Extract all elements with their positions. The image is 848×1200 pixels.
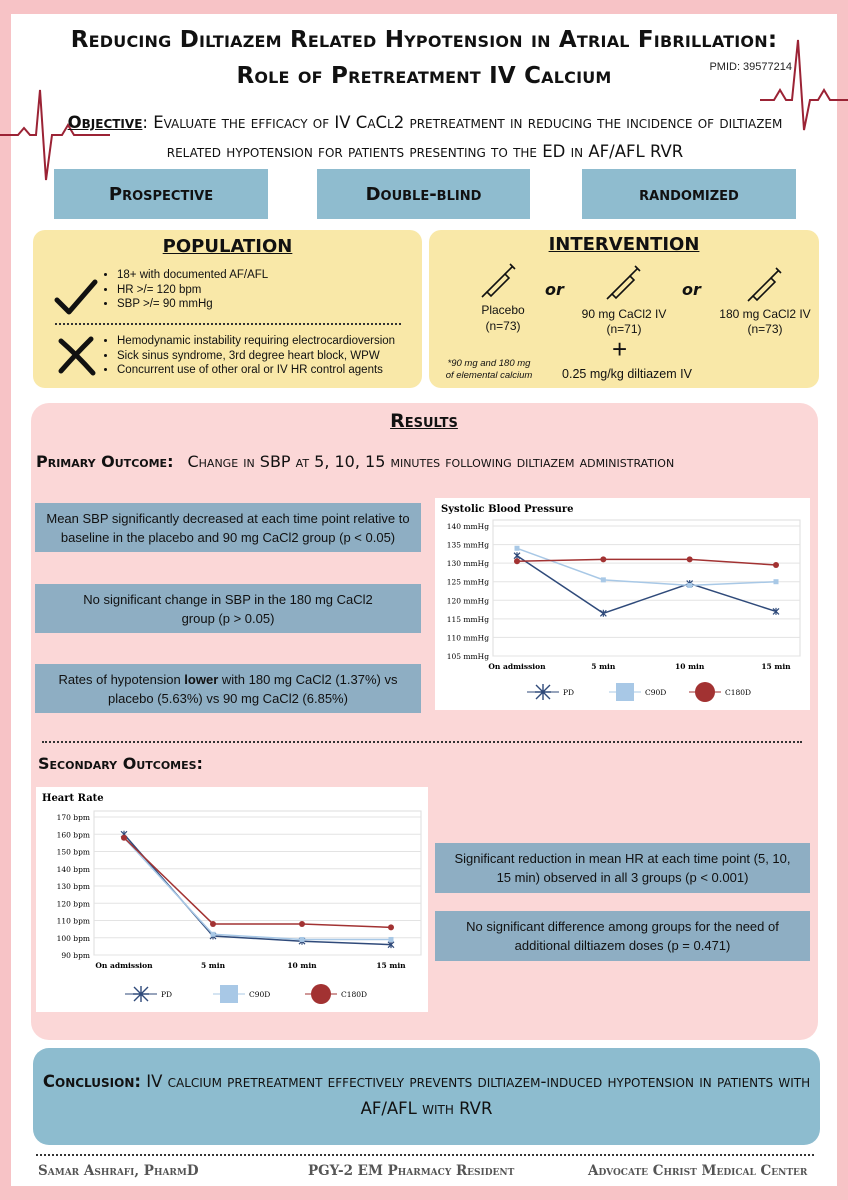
results-heading: Results — [390, 410, 458, 432]
arm-n: (n=73) — [747, 322, 783, 336]
tag-randomized: randomized — [582, 169, 796, 219]
legend-marker-pd — [535, 684, 551, 700]
data-point-c180d — [514, 558, 520, 564]
data-point-c90d — [300, 937, 305, 942]
y-tick-label: 110 bpm — [56, 916, 90, 926]
stat3-post: with 180 mg CaCl2 (1.37%) vs placebo (5.63%) vs 90 mg CaCl2 (6.85%) — [108, 671, 398, 706]
y-tick-label: 140 mmHg — [446, 522, 489, 531]
hr-chart-svg — [36, 787, 428, 1012]
secondary-label: Secondary Outcomes: — [38, 754, 203, 773]
results-divider — [42, 741, 802, 743]
inclusion-list — [97, 268, 268, 312]
data-point-c90d — [211, 932, 216, 937]
exclusion-item: • Concurrent use of other oral or IV HR control agents — [117, 363, 395, 378]
series-line-pd — [517, 556, 776, 614]
inclusion-item: • SBP >/= 90 mmHg — [117, 297, 268, 312]
legend-marker-c90d — [616, 683, 634, 701]
primary-outcome — [36, 452, 674, 471]
exclusion-item: • Hemodynamic instability requiring electrocardioversion — [117, 334, 395, 349]
x-tick-label: 5 min — [591, 662, 616, 671]
population-box — [33, 230, 422, 388]
x-tick-label: 15 min — [761, 662, 791, 671]
objective-text: : Evaluate the efficacy of IV CaCl2 pretreatment in reducing the incidence of diltiazem related hypotension for patients presenting to the ED in AF/AFL RVR — [142, 113, 783, 161]
legend-label: PD — [563, 688, 575, 697]
y-tick-label: 110 mmHg — [446, 633, 489, 643]
x-tick-label: 15 min — [376, 961, 406, 970]
objective-label: Objective — [67, 113, 143, 132]
primary-stat-1: Mean SBP significantly decreased at each time point relative to baseline in the placebo and 90 mg CaCl2 group (p < 0.05) — [35, 503, 421, 552]
arm-label: 180 mg CaCl2 IV — [719, 307, 811, 321]
primary-stat-2: No significant change in SBP in the 180 mg CaCl2 group (p > 0.05) — [35, 584, 421, 633]
data-point-c180d — [299, 921, 305, 927]
data-point-pd — [514, 552, 520, 559]
inclusion-item: • 18+ with documented AF/AFL — [117, 268, 268, 283]
footnote-line: *90 mg and 180 mg — [447, 358, 531, 369]
x-tick-label: On admission — [488, 662, 546, 671]
data-point-c90d — [774, 579, 779, 584]
arm-placebo — [463, 302, 543, 334]
arm-n: (n=73) — [485, 319, 521, 333]
poster-title-line1: Reducing Diltiazem Related Hypotension in Atrial Fibrillation: — [70, 27, 778, 53]
y-tick-label: 150 bpm — [56, 847, 90, 857]
primary-stat-3 — [35, 664, 421, 713]
calcium-footnote — [435, 358, 543, 382]
arm-180mg — [712, 307, 818, 337]
inclusion-item: • HR >/= 120 bpm — [117, 283, 268, 298]
poster-title-line2: Role of Pretreatment IV Calcium — [236, 63, 612, 89]
syringe-icon — [479, 260, 519, 300]
y-tick-label: 120 bpm — [56, 899, 90, 909]
conclusion-box — [33, 1048, 820, 1145]
arm-n: (n=71) — [606, 322, 642, 336]
legend-label: PD — [161, 990, 173, 999]
population-heading: POPULATION — [162, 236, 293, 257]
y-tick-label: 100 bpm — [56, 933, 90, 943]
footer-role: PGY-2 EM Pharmacy Resident — [308, 1163, 515, 1179]
footer-institution: Advocate Christ Medical Center — [588, 1163, 808, 1179]
legend-label: C180D — [725, 688, 752, 697]
tag-double-blind: Double-blind — [317, 169, 530, 219]
legend-marker-c180d — [695, 682, 715, 702]
exclusion-list — [97, 334, 395, 378]
y-tick-label: 130 mmHg — [446, 559, 489, 569]
intervention-box — [429, 230, 819, 388]
syringe-icon — [745, 264, 785, 304]
data-point-c180d — [600, 556, 606, 562]
y-tick-label: 170 bpm — [56, 813, 90, 822]
diltiazem-dose: 0.25 mg/kg diltiazem IV — [562, 367, 692, 381]
y-tick-label: 125 mmHg — [446, 577, 489, 587]
exclusion-item: • Sick sinus syndrome, 3rd degree heart block, WPW — [117, 349, 395, 364]
checkmark-icon — [53, 278, 99, 318]
stat3-pre: Rates of hypotension — [58, 671, 185, 687]
legend-label: C90D — [249, 990, 271, 999]
legend-marker-c180d — [311, 984, 331, 1004]
series-line-c90d — [517, 548, 776, 585]
syringe-icon — [604, 262, 644, 302]
hr-chart — [36, 787, 428, 1012]
x-tick-label: On admission — [95, 961, 153, 970]
arm-label: 90 mg CaCl2 IV — [581, 307, 667, 321]
sbp-chart-svg — [435, 498, 810, 710]
arm-label: Placebo — [481, 303, 525, 317]
stat3-bold: lower — [184, 671, 219, 687]
y-tick-label: 90 bpm — [61, 951, 90, 960]
data-point-c90d — [515, 546, 520, 551]
plus-sign: + — [612, 334, 628, 364]
x-mark-icon — [53, 333, 99, 377]
conclusion-label: Conclusion: — [42, 1072, 141, 1091]
secondary-stat-2: No significant difference among groups for the need of additional diltiazem doses (p = 0.471) — [435, 911, 810, 961]
data-point-c180d — [210, 921, 216, 927]
footer-divider — [36, 1154, 814, 1156]
data-point-c180d — [388, 924, 394, 930]
chart-title: Heart Rate — [42, 793, 104, 804]
footnote-line: of elemental calcium — [445, 370, 533, 381]
primary-label: Primary Outcome: — [36, 452, 174, 471]
secondary-stat-1: Significant reduction in mean HR at each time point (5, 10, 15 min) observed in all 3 groups (p < 0.001) — [435, 843, 810, 893]
chart-title: Systolic Blood Pressure — [441, 504, 574, 515]
pmid: PMID: 39577214 — [709, 61, 792, 73]
y-tick-label: 130 bpm — [56, 882, 90, 891]
divider — [55, 323, 401, 325]
or-label: or — [682, 280, 701, 299]
legend-marker-pd — [133, 986, 149, 1002]
plot-frame — [493, 520, 800, 656]
series-line-pd — [124, 834, 391, 944]
or-label: or — [545, 280, 564, 299]
legend-marker-c90d — [220, 985, 238, 1003]
y-tick-label: 160 bpm — [56, 830, 90, 840]
intervention-heading: INTERVENTION — [548, 234, 700, 255]
legend-label: C180D — [341, 990, 368, 999]
primary-text: Change in SBP at 5, 10, 15 minutes following diltiazem administration — [187, 452, 675, 471]
data-point-c90d — [687, 583, 692, 588]
y-tick-label: 105 mmHg — [446, 652, 489, 661]
conclusion-text: IV calcium pretreatment effectively prevents diltiazem-induced hypotension in patients with AF/AFL with RVR — [140, 1072, 811, 1118]
objective — [40, 108, 810, 166]
x-tick-label: 10 min — [675, 662, 705, 671]
data-point-c180d — [687, 556, 693, 562]
y-tick-label: 120 mmHg — [446, 596, 489, 606]
legend-label: C90D — [645, 688, 667, 697]
data-point-c180d — [773, 562, 779, 568]
data-point-c90d — [601, 577, 606, 582]
y-tick-label: 140 bpm — [56, 864, 90, 874]
plot-frame — [94, 811, 421, 955]
arm-90mg — [569, 307, 679, 337]
y-tick-label: 135 mmHg — [446, 540, 489, 550]
tag-prospective: Prospective — [54, 169, 268, 219]
y-tick-label: 115 mmHg — [446, 614, 489, 624]
x-tick-label: 10 min — [287, 961, 317, 970]
footer-author: Samar Ashrafi, PharmD — [38, 1163, 199, 1179]
data-point-c180d — [121, 835, 127, 841]
x-tick-label: 5 min — [200, 961, 226, 970]
data-point-c90d — [389, 937, 394, 942]
sbp-chart — [435, 498, 810, 710]
